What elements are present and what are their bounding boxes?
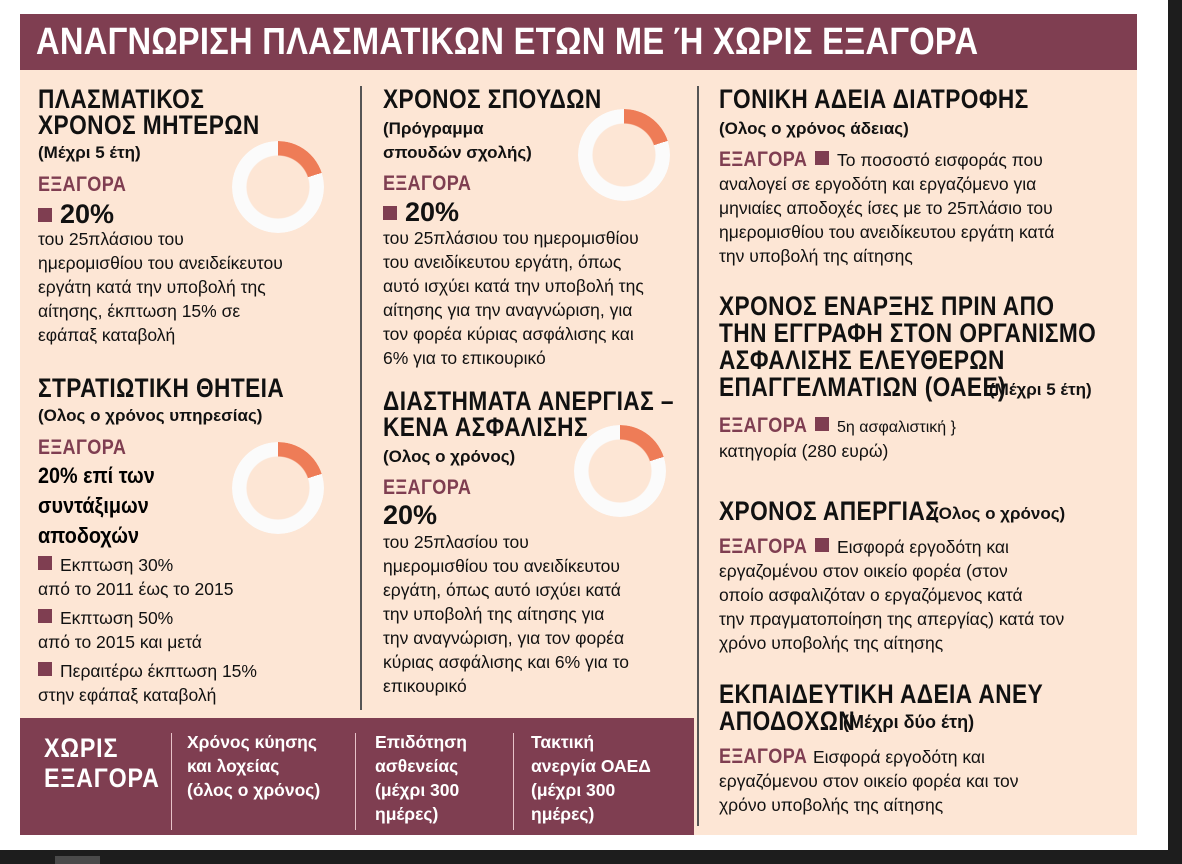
bullet-square-icon xyxy=(38,609,52,623)
military-donut-chart xyxy=(232,442,324,534)
without-item-sickness: Επιδότηση ασθενείας (μέχρι 300 ημέρες) xyxy=(375,732,467,824)
column-divider-left xyxy=(360,86,362,710)
unemployment-exagora-label: ΕΞΑΓΟΡΑ xyxy=(383,476,472,499)
education-first-line: ΕΞΑΓΟΡΑ Εισφορά εργοδότη και xyxy=(719,745,985,768)
oaee-second-line: κατηγορία (280 ευρώ) xyxy=(719,441,889,461)
military-subtitle: (Ολος ο χρόνος υπηρεσίας) xyxy=(38,406,263,425)
window-strip xyxy=(55,856,100,864)
education-title-line1: ΕΚΠΑΙΔΕΥΤΙΚΗ ΑΔΕΙΑ ΑΝΕΥ xyxy=(719,679,1044,709)
bullet-square-icon xyxy=(815,538,829,552)
band-divider-1 xyxy=(171,733,172,830)
studies-subtitle: (Πρόγραμμα σπουδών σχολής) xyxy=(383,119,532,162)
parental-body: αναλογεί σε εργοδότη και εργαζόμενο για μηνιαίες αποδοχές ίσες με το 25πλάσιο του ημερομισθίου του ανειδίκευτου εργάτη κατά την υποβολή της αίτησης xyxy=(719,174,1055,266)
oaee-title-line3: ΑΣΦΑΛΙΣΗΣ ΕΛΕΥΘΕΡΩΝ xyxy=(719,345,1005,375)
military-bullets: Εκπτωση 30% από το 2011 έως το 2015 Εκπτωση 50% από το 2015 και μετά Περαιτέρω έκπτωση 15% στην εφάπαξ καταβολή xyxy=(38,555,257,705)
unemployment-donut-chart xyxy=(574,425,666,517)
strike-heading: ΧΡΟΝΟΣ ΑΠΕΡΓΙΑΣ (Ολος ο χρόνος) xyxy=(719,496,1066,526)
strike-first-line: ΕΞΑΓΟΡΑ Εισφορά εργοδότη και xyxy=(719,535,1009,558)
maternity-percent: 20% xyxy=(38,200,114,228)
unemployment-percent: 20% xyxy=(383,500,438,530)
maternity-exagora-label: ΕΞΑΓΟΡΑ xyxy=(38,173,127,196)
military-bold-text: 20% επί των συντάξιμων αποδοχών xyxy=(38,463,155,548)
infographic-title: ΑΝΑΓΝΩΡΙΣΗ ΠΛΑΣΜΑΤΙΚΩΝ ΕΤΩΝ ΜΕ Ή ΧΩΡΙΣ ΕΞΑΓΟΡΑ xyxy=(20,14,1137,70)
bullet-square-icon xyxy=(383,206,397,220)
military-exagora-label: ΕΞΑΓΟΡΑ xyxy=(38,436,127,459)
without-purchase-heading: ΧΩΡΙΣ ΕΞΑΓΟΡΑ xyxy=(44,733,160,793)
parental-first-line: ΕΞΑΓΟΡΑ Το ποσοστό εισφοράς που xyxy=(719,148,1043,171)
education-title-line2: ΑΠΟΔΟΧΩΝ (Μέχρι δύο έτη) xyxy=(719,706,975,736)
military-title: ΣΤΡΑΤΙΩΤΙΚΗ ΘΗΤΕΙΑ xyxy=(38,373,285,403)
bullet-square-icon xyxy=(815,417,829,431)
parental-subtitle: (Ολος ο χρόνος άδειας) xyxy=(719,119,909,138)
bullet-square-icon xyxy=(38,662,52,676)
bullet-square-icon xyxy=(815,151,829,165)
oaee-title-line4: ΕΠΑΓΓΕΛΜΑΤΙΩΝ (ΟΑΕΕ) (Μέχρι 5 έτη) xyxy=(719,372,1092,402)
maternity-title-line1: ΠΛΑΣΜΑΤΙΚΟΣ xyxy=(38,84,205,114)
military-bullet-3: Περαιτέρω έκπτωση 15% xyxy=(38,659,257,683)
without-item-pregnancy: Χρόνος κύησης και λοχείας (όλος ο χρόνος) xyxy=(187,732,321,800)
maternity-subtitle: (Μέχρι 5 έτη) xyxy=(38,143,141,162)
studies-percent: 20% xyxy=(383,198,459,226)
studies-title: ΧΡΟΝΟΣ ΣΠΟΥΔΩΝ xyxy=(383,84,602,114)
bullet-square-icon xyxy=(38,556,52,570)
parental-title: ΓΟΝΙΚΗ ΑΔΕΙΑ ΔΙΑΤΡΟΦΗΣ xyxy=(719,84,1029,114)
military-bullet-1: Εκπτωση 30% xyxy=(38,553,257,577)
maternity-body: του 25πλάσιου του ημερομισθίου του ανειδείκευτου εργάτη κατά την υποβολή της αίτησης, έκπτωση 15% σε εφάπαξ καταβολή xyxy=(38,229,283,345)
bullet-square-icon xyxy=(38,208,52,222)
studies-body: του 25πλάσιου του ημερομισθίου του ανειδίκευτου εργάτη, όπως αυτό ισχύει κατά την υποβολή της αίτησης για την αναγνώριση, για τον φορέα κύριας ασφάλισης και 6% για το επικουρικό xyxy=(383,228,644,368)
column-divider-right xyxy=(697,86,699,826)
studies-exagora-label: ΕΞΑΓΟΡΑ xyxy=(383,172,472,195)
maternity-title-line2: ΧΡΟΝΟΣ ΜΗΤΕΡΩΝ xyxy=(38,110,260,140)
strike-body: εργαζομένου στον οικείο φορέα (στον οποίο ασφαλιζόταν ο εργαζόμενος κατά την πραγματοποίηση της απεργίας) κατά τον χρόνο υποβολής της αίτησης xyxy=(719,561,1065,653)
maternity-donut-chart xyxy=(232,141,324,233)
band-divider-3 xyxy=(513,733,514,830)
oaee-title-line2: ΤΗΝ ΕΓΓΡΑΦΗ ΣΤΟΝ ΟΡΓΑΝΙΣΜΟ xyxy=(719,318,1097,348)
oaee-title-line1: ΧΡΟΝΟΣ ΕΝΑΡΞΗΣ ΠΡΙΝ ΑΠΟ xyxy=(719,291,1055,321)
unemployment-title-line2: ΚΕΝΑ ΑΣΦΑΛΙΣΗΣ xyxy=(383,412,589,442)
studies-donut-chart xyxy=(578,109,670,201)
education-body: εργαζόμενου στον οικείο φορέα και τον χρόνο υποβολής της αίτησης xyxy=(719,771,1019,815)
without-item-unemployment: Τακτική ανεργία ΟΑΕΔ (μέχρι 300 ημέρες) xyxy=(531,732,651,824)
unemployment-subtitle: (Ολος ο χρόνος) xyxy=(383,447,516,466)
unemployment-title-line1: ΔΙΑΣΤΗΜΑΤΑ ΑΝΕΡΓΙΑΣ – xyxy=(383,386,674,416)
military-bullet-2: Εκπτωση 50% xyxy=(38,606,257,630)
oaee-first-line: ΕΞΑΓΟΡΑ 5η ασφαλιστική } xyxy=(719,414,956,437)
unemployment-body: του 25πλασίου του ημερομισθίου του ανειδίκευτου εργάτη, όπως αυτό ισχύει κατά την υποβολή της αίτησης για την αναγνώριση, για τον φορέα κύριας ασφάλισης και 6% για το επικουρικό xyxy=(383,532,629,696)
band-divider-2 xyxy=(355,733,356,830)
